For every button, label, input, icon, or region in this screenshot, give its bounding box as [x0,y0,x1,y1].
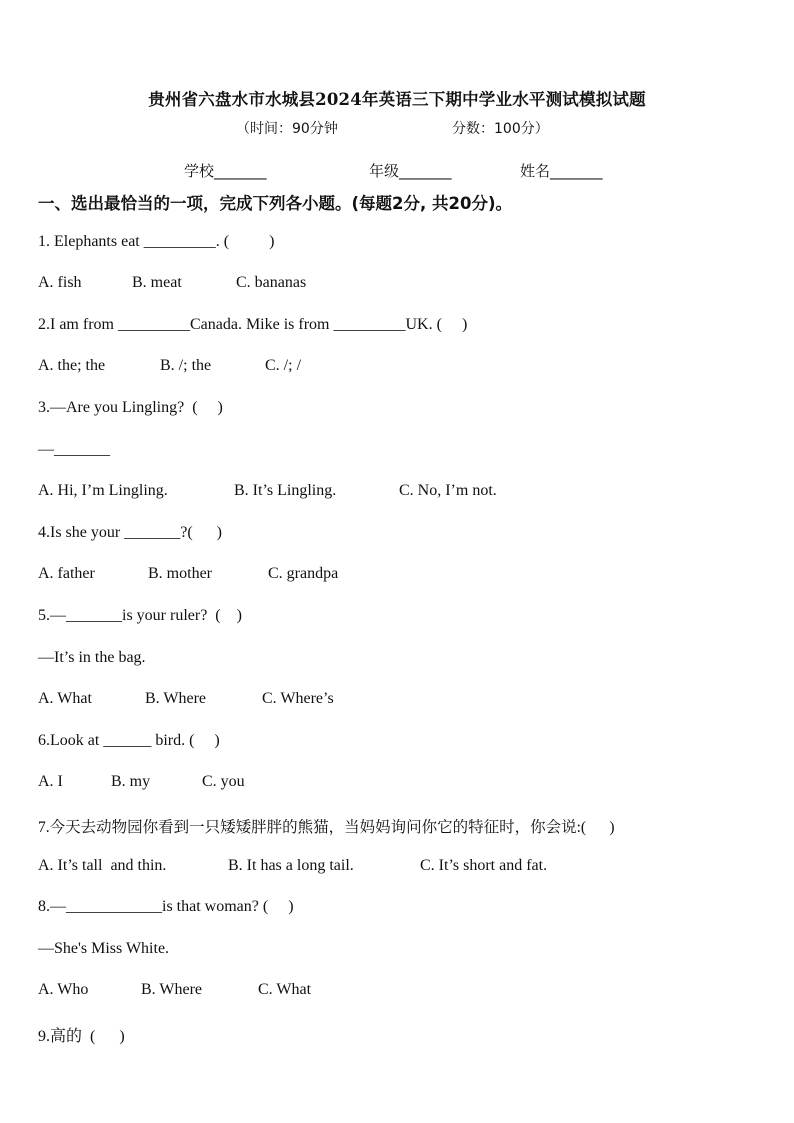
question-6: 6.Look at ______ bird. ( ) [38,732,220,749]
q6-option-c: C. you [202,773,245,790]
question-5: 5.—_______is your ruler? ( ) [38,607,242,624]
q1-option-a: A. fish [38,274,82,291]
q6-option-a: A. I [38,773,63,790]
q3-option-b: B. It’s Lingling. [234,482,337,499]
question-8: 8.—____________is that woman? ( ) [38,898,294,915]
q4-option-c: C. grandpa [268,565,339,582]
q3-option-a: A. Hi, I’m Lingling. [38,482,168,499]
q1-option-b: B. meat [132,274,182,291]
exam-score: 分数：100分） [452,121,549,137]
q8-option-c: C. What [258,981,312,998]
question-3-answer-line: —_______ [38,441,110,458]
q5-option-a: A. What [38,690,92,707]
question-8-response: —She's Miss White. [38,940,170,957]
name-field: 姓名_______ [520,162,603,180]
question-2: 2.I am from _________Canada. Mike is from _________UK. ( ) [38,316,468,333]
q5-option-b: B. Where [145,690,207,707]
question-1: 1. Elephants eat _________. ( ) [38,233,275,250]
q6-option-b: B. my [111,773,151,790]
q7-option-b: B. It has a long tail. [228,857,354,874]
q2-option-c: C. /; / [265,357,302,374]
q4-option-b: B. mother [148,565,212,582]
q7-option-a: A. It’s tall and thin. [38,857,167,874]
q1-option-c: C. bananas [236,274,307,291]
q5-option-c: C. Where’s [262,690,334,707]
question-3: 3.—Are you Lingling? ( ) [38,399,223,416]
question-5-response: —It’s in the bag. [38,649,146,666]
q2-option-a: A. the; the [38,357,106,374]
grade-field: 年级_______ [369,162,452,180]
exam-time: （时间：90分钟 [236,121,338,137]
q7-option-c: C. It’s short and fat. [420,857,548,874]
page-title: 贵州省六盘水市水城县2024年英语三下期中学业水平测试模拟试题 [148,90,646,109]
question-7: 7.今天去动物园你看到一只矮矮胖胖的熊猫，当妈妈询问你它的特征时，你会说:( ) [38,819,615,836]
q8-option-a: A. Who [38,981,89,998]
section-heading: 一、选出最恰当的一项，完成下列各小题。(每题2分, 共20分)。 [38,194,513,213]
q3-option-c: C. No, I’m not. [399,482,497,499]
question-9: 9.高的 ( ) [38,1028,125,1045]
q2-option-b: B. /; the [160,357,212,374]
school-field: 学校_______ [184,162,267,180]
question-4: 4.Is she your _______?( ) [38,524,222,541]
q8-option-b: B. Where [141,981,203,998]
q4-option-a: A. father [38,565,95,582]
